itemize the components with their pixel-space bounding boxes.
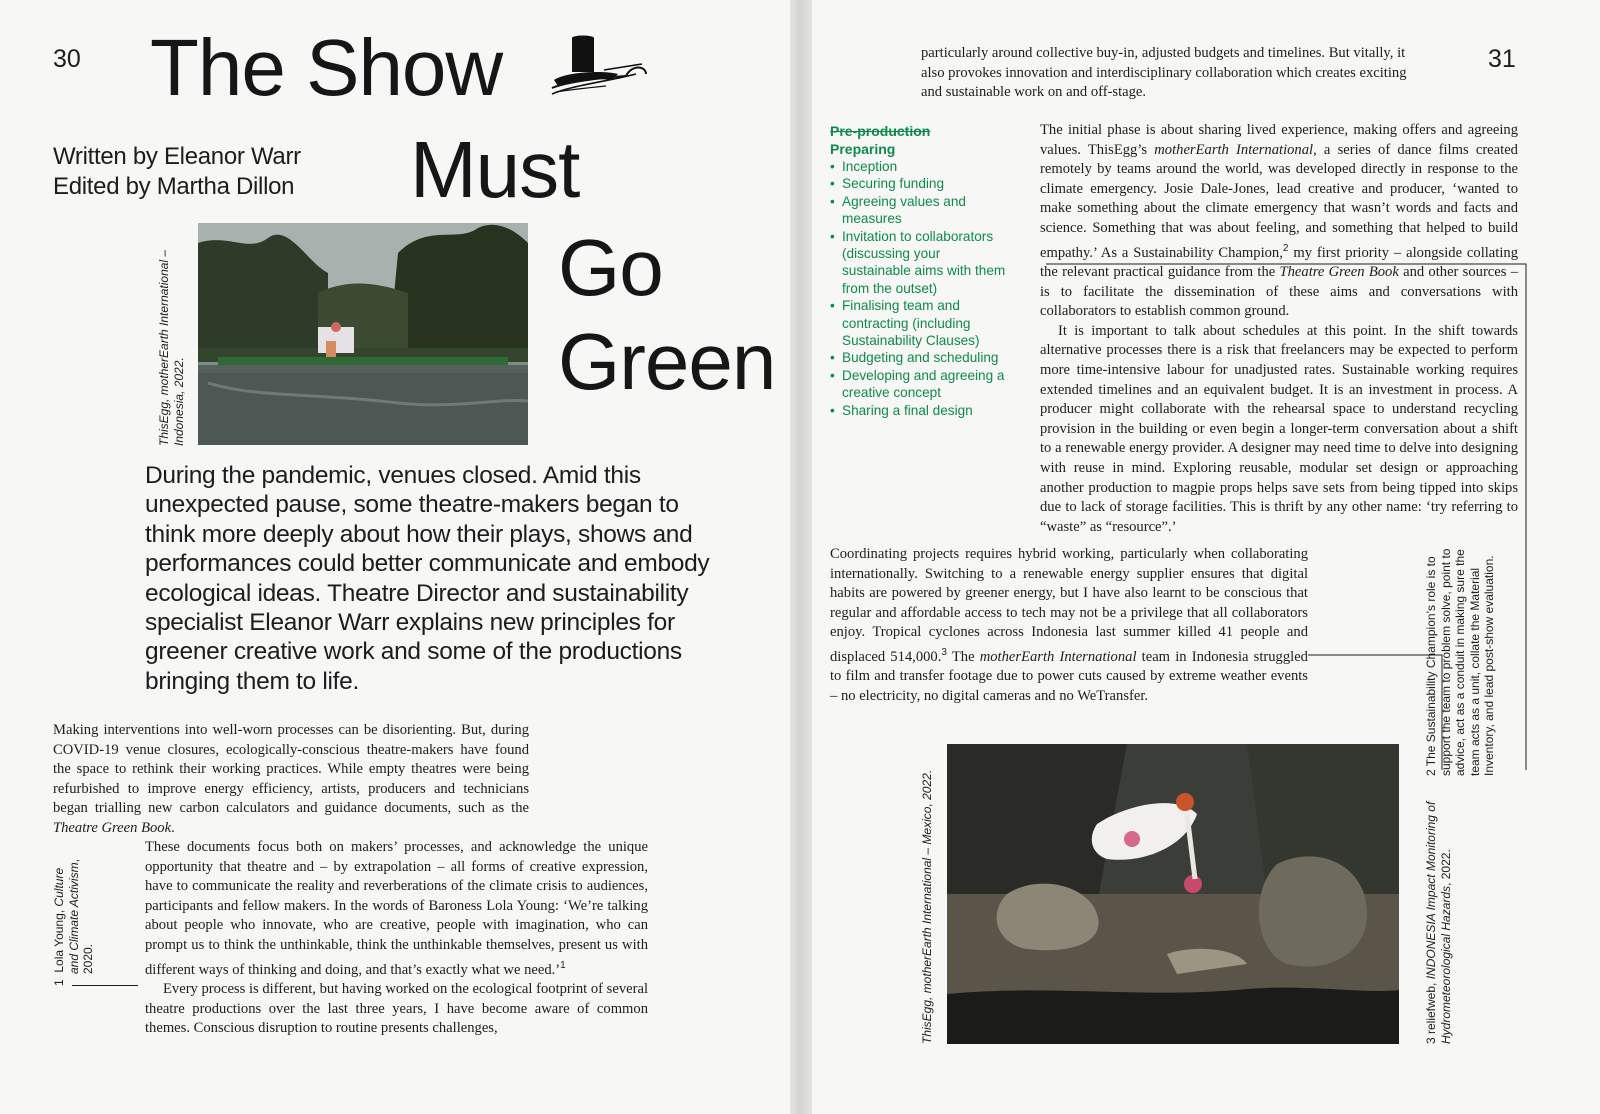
footnote-3: 3 reliefweb, INDONESIA Impact Monitoring of Hydrometeorological Hazards, 2022. (1424, 801, 1453, 1044)
title-line-2: Must (410, 125, 580, 214)
continuation-paragraph: particularly around collective buy-in, adjusted budgets and timelines. But vitally, it also provokes innovation and interdisciplinary collaboration which creates exciting and sustainable work on and off-stage. (921, 45, 1407, 101)
standfirst: During the pandemic, venues closed. Amid this unexpected pause, some theatre-makers began to think more deeply about how their plays, shows and performances could better communicate and embody ecological ideas. Theatre Director and sustainability specialist Eleanor Warr explains new principles for greener creative work and some of the productions bringing them to life. (145, 462, 710, 695)
footnote-1-rule (72, 985, 138, 986)
top-hat-icon (546, 34, 650, 100)
sidebar-list (830, 158, 1012, 419)
paragraph-2: These documents focus both on makers’ processes, and acknowledge the unique opportunity that theatre and – by extrapolation – all forms of creative expression, have to communicate the reality and reverberations of the climate crisis to audiences, participants and fellow makers. In the words of Baroness Lola Young: ‘We’re talking about people who innovate, who are creative, people with imagination, who can prompt us to think the unthinkable, think the unthinkable themselves, present us with different ways of thinking and doing, and that’s exactly what we need.’$^1$ (145, 839, 648, 978)
sidebar-item: • Agreeing values and measures (830, 193, 1012, 228)
paragraph-3: Every process is different, but having worked on the ecological footprint of several theatre productions over the last three years, I have become aware of common themes. Conscious disruption to routine presents challenges, (145, 981, 648, 1037)
footnote-1: 1 Lola Young, Culture and Climate Activism, 2020. (52, 859, 96, 986)
indonesia-river-photo (198, 223, 528, 445)
intro-paragraph: Making interventions into well-worn processes can be disorienting. But, during COVID-19 venue closures, ecologically-conscious theatre-makers have found the space to rethink their working practices. While empty theatres were being refurbished to improve energy efficiency, artists, producers and technicians began trialling new carbon calculators and guidance documents, such as the Theatre Green Book. (53, 722, 529, 836)
photo-caption-line-2: Indonesia, 2022. (172, 357, 186, 446)
paragraph-hybrid-working: Coordinating projects requires hybrid working, particularly when collaborating internationally. Switching to a renewable energy supplier ensures that digital habits are powered by greener energy, but I have also learnt to be conscious that regular and affordable access to tech may not be a privilege that all collaborators enjoy. Tropical cyclones across Indonesia last summer killed 41 people and displaced 514,000.$^3$ The motherEarth International team in Indonesia struggled to film and transfer footage due to power cuts caused by extreme weather events – no electricity, no digital cameras and no WeTransfer. (830, 546, 1308, 705)
sidebar-title: Preparing (830, 141, 896, 157)
title-line-4: Green (558, 317, 776, 406)
book-gutter (790, 0, 812, 1114)
footnote-ref-3: 3 (941, 646, 947, 658)
paragraph-initial-phase: The initial phase is about sharing lived experience, making offers and agreeing values. ThisEgg’s motherEarth International, a series of dance films created remotely by teams around the world, was developed directly in response to the climate emergency. Josie Dale-Jones, lead creative and producer, ‘wanted to make something about the climate emergency that wasn’t words and facts and science. Something that was about feeling, and something that helped to build empathy.’ As a Sustainability Champion,$^2$ my first priority – alongside collating the relevant practical guidance from the Theatre Green Book and other sources – is to facilitate the dissemination of these aims and conversations with collaborators to establish common ground. (1040, 122, 1519, 320)
byline-author: Written by Eleanor Warr (53, 143, 301, 170)
byline (53, 142, 301, 202)
photo-caption-left (157, 250, 187, 446)
sidebar-item: • Invitation to collaborators (discussing your sustainable aims with them from the outset) (830, 228, 1012, 298)
sidebar-item: • Securing funding (830, 175, 1012, 192)
title-line-3: Go (558, 223, 663, 312)
body-column-left (145, 838, 648, 1039)
preparing-sidebar (830, 122, 1012, 419)
sidebar-item: • Budgeting and scheduling (830, 349, 1012, 366)
title-line-1: The Show (150, 23, 503, 112)
paragraph-schedules: It is important to talk about schedules at this point. In the shift towards alternative processes there is a risk that freelancers may be expected to perform more time-intensive labour for unadjusted rates. Sustainable working requires extended timelines and an equivalent budget. It is an investment in process. A producer might collaborate with the rehearsal space to understand recycling provision in the building or even begin a longer-term conversation about a shift to a renewable energy provider. A designer may need time to delve into designing with reuse in mind. Exploring reusable, modular set design or approaching another production to magpie props helps save sets from being tipped into skips due to lack of storage facilities. This is thrift by any other name: ‘try referring to “waste” as “resource”.’ (1040, 322, 1518, 535)
byline-editor: Edited by Martha Dillon (53, 173, 295, 200)
sidebar-item: • Inception (830, 158, 1012, 175)
sidebar-item: • Developing and agreeing a creative concept (830, 367, 1012, 402)
photo-caption-line-1: ThisEgg, motherEarth International – (157, 249, 171, 446)
footnote-ref-2: 2 (1282, 242, 1289, 254)
mexico-dancer-photo (947, 744, 1399, 1044)
right-page (812, 0, 1600, 1114)
photo-caption-right: ThisEgg, motherEarth International – Mexico, 2022. (920, 769, 934, 1044)
footnote-2: 2 The Sustainability Champion’s role is to support the team to problem solve, point to advice, act as a conduit in making sure the team acts as a unit, collate the Material Inventory, and lead post-show evaluation. (1424, 548, 1497, 776)
sidebar-item: • Sharing a final design (830, 402, 1012, 419)
page-number-right: 31 (1488, 45, 1516, 73)
footnote-ref-1: 1 (560, 959, 566, 971)
page-number-left: 30 (53, 45, 81, 73)
sidebar-struck-title: Pre-production (830, 123, 931, 139)
sidebar-item: • Finalising team and contracting (including Sustainability Clauses) (830, 297, 1012, 349)
left-page (0, 0, 790, 1114)
